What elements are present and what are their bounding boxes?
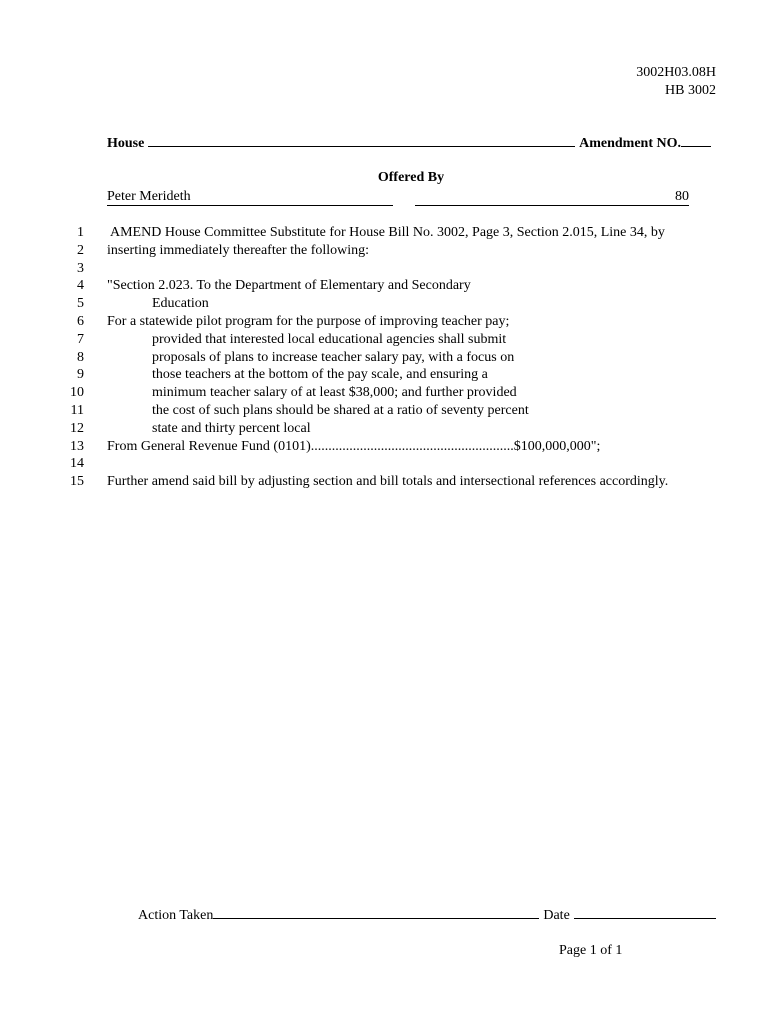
line-number: 10 xyxy=(70,385,84,401)
text-line xyxy=(0,277,770,295)
text-line xyxy=(0,366,770,384)
action-taken-blank-line xyxy=(213,906,539,919)
text-line xyxy=(0,438,770,456)
sponsor-row xyxy=(107,188,689,206)
text-line xyxy=(0,331,770,349)
line-number: 14 xyxy=(70,456,84,472)
line-text: From General Revenue Fund (0101)..........................................................$100,000,000"; xyxy=(107,438,601,454)
document-code: 3002H03.08H xyxy=(636,65,716,80)
line-number: 6 xyxy=(77,313,84,329)
line-text: provided that interested local educational agencies shall submit xyxy=(152,331,507,347)
line-text: minimum teacher salary of at least $38,000; and further provided xyxy=(152,385,517,401)
line-text: those teachers at the bottom of the pay scale, and ensuring a xyxy=(152,367,488,383)
text-line xyxy=(0,242,770,260)
line-number: 8 xyxy=(77,349,84,365)
page-number: Page 1 of 1 xyxy=(559,943,623,958)
line-number: 2 xyxy=(77,242,84,258)
chamber-label: House xyxy=(107,136,145,151)
text-line xyxy=(0,295,770,313)
bill-number: HB 3002 xyxy=(665,83,716,98)
line-number: 13 xyxy=(70,438,84,454)
line-text: Education xyxy=(152,296,209,312)
line-number: 15 xyxy=(70,474,84,490)
text-line xyxy=(0,349,770,367)
text-line xyxy=(0,313,770,331)
line-number: 3 xyxy=(77,260,84,276)
line-number: 11 xyxy=(70,402,84,418)
line-text: For a statewide pilot program for the purpose of improving teacher pay; xyxy=(107,313,510,329)
line-number: 12 xyxy=(70,420,84,436)
line-text: AMEND House Committee Substitute for House Bill No. 3002, Page 3, Section 2.015, Line 34, by xyxy=(110,225,665,240)
line-number: 7 xyxy=(77,331,84,347)
sponsor-name: Peter Merideth xyxy=(107,188,393,206)
date-blank-line xyxy=(574,906,716,919)
line-number: 5 xyxy=(77,296,84,312)
line-number: 1 xyxy=(77,225,84,240)
text-line xyxy=(0,260,770,278)
line-text: state and thirty percent local xyxy=(152,420,311,436)
document-code-block xyxy=(636,64,716,100)
text-line xyxy=(0,473,770,491)
text-line xyxy=(0,224,770,242)
line-text: inserting immediately thereafter the following: xyxy=(107,242,370,258)
line-number: 4 xyxy=(77,278,84,294)
amendment-text-lines xyxy=(0,224,770,491)
text-line xyxy=(0,384,770,402)
offered-by-label: Offered By xyxy=(377,170,445,185)
sponsor-district: 80 xyxy=(415,188,689,206)
line-text: "Section 2.023. To the Department of Elementary and Secondary xyxy=(107,278,471,294)
text-line xyxy=(0,402,770,420)
line-text: the cost of such plans should be shared at a ratio of seventy percent xyxy=(152,402,529,418)
amendment-no-label: Amendment NO. xyxy=(579,136,681,151)
line-text: Further amend said bill by adjusting section and bill totals and intersectional references accordingly. xyxy=(107,474,669,490)
line-text: proposals of plans to increase teacher salary pay, with a focus on xyxy=(152,349,515,365)
date-label: Date xyxy=(543,908,570,923)
line-number: 9 xyxy=(77,367,84,383)
text-line xyxy=(0,420,770,438)
action-taken-label: Action Taken xyxy=(138,908,214,923)
amendment-header-row xyxy=(107,134,711,152)
text-line xyxy=(0,455,770,473)
amendment-no-blank-line xyxy=(681,134,711,147)
action-taken-row xyxy=(138,906,716,924)
chamber-blank-line xyxy=(148,134,575,147)
